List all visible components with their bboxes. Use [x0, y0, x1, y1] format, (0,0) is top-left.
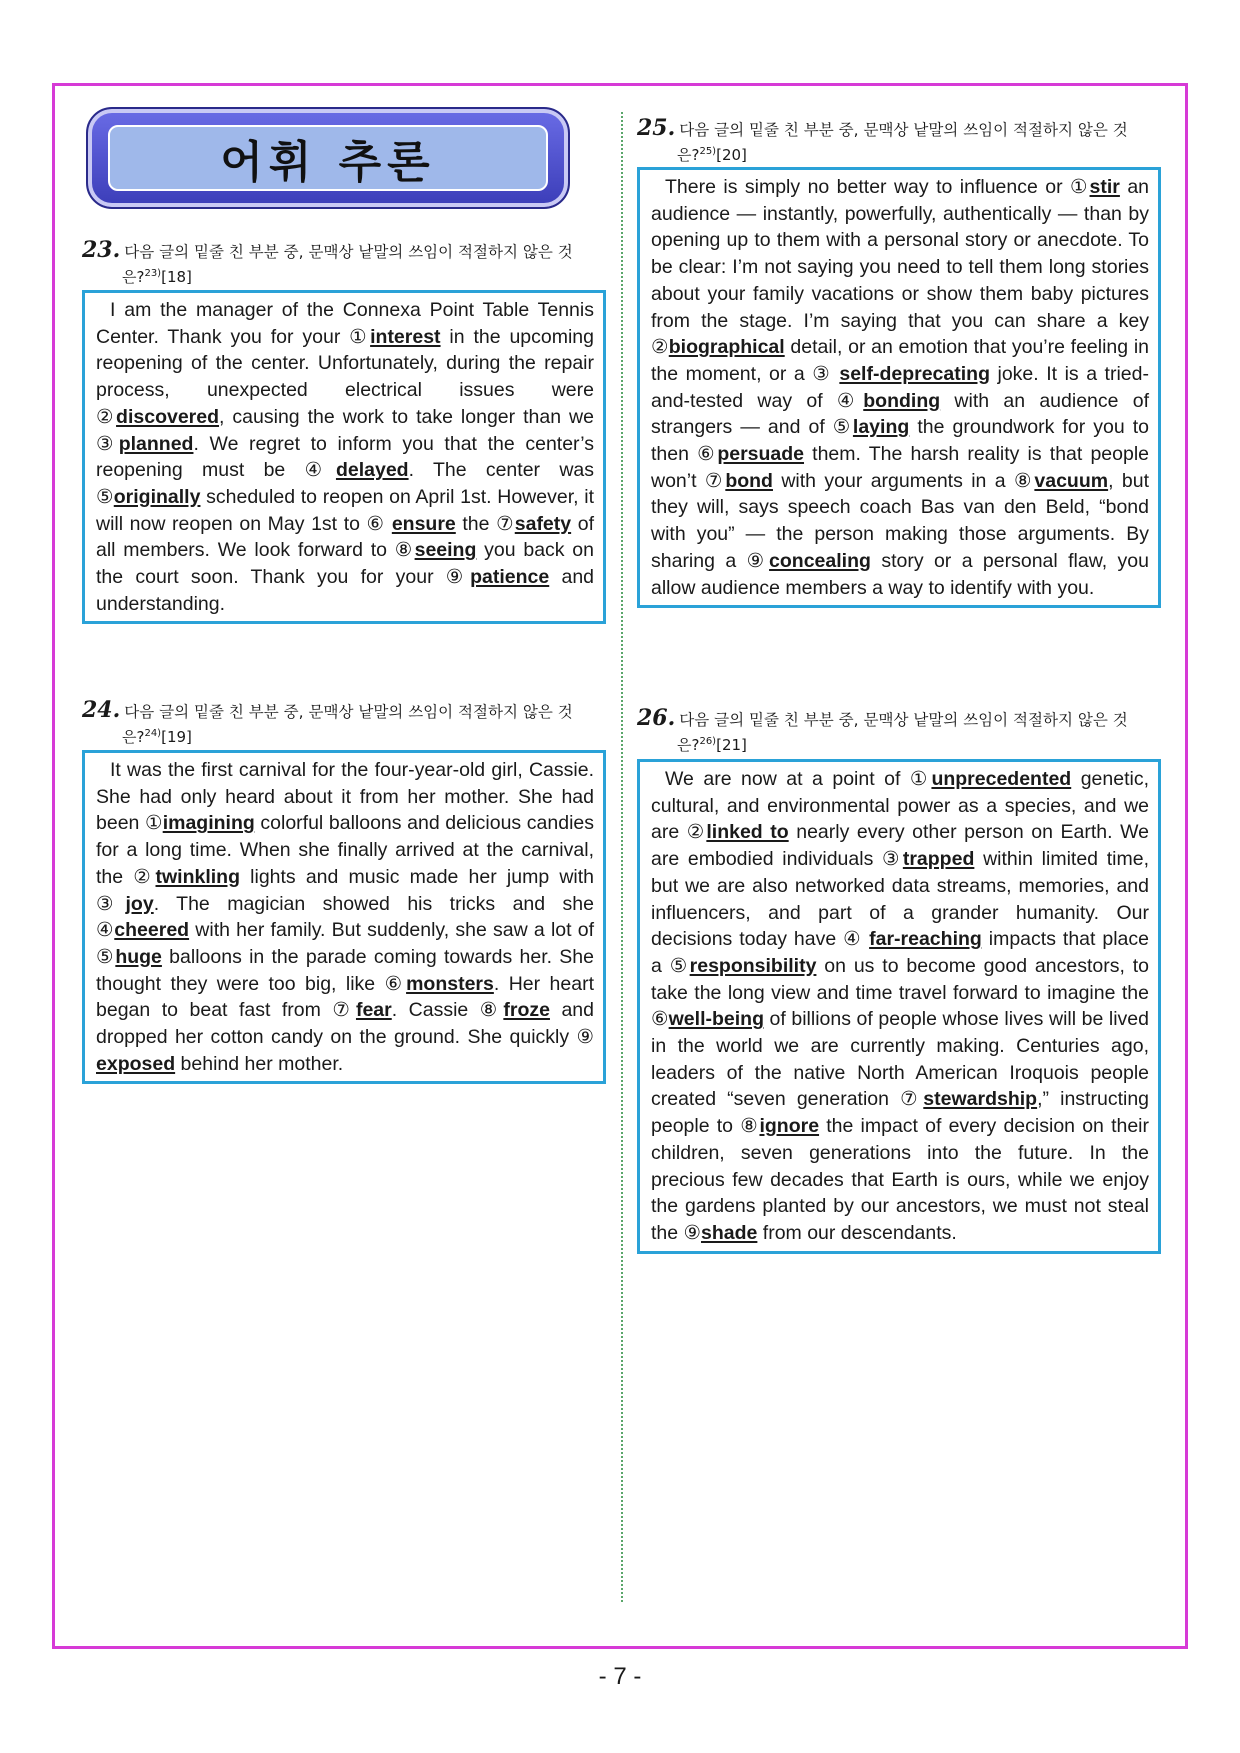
underlined-word: exposed	[96, 1052, 176, 1075]
underlined-word: bond	[725, 469, 773, 492]
source-ref: [19]	[161, 728, 192, 746]
underlined-word: concealing	[769, 549, 871, 572]
underlined-word: seeing	[414, 539, 477, 562]
underlined-word: well-being	[668, 1008, 764, 1031]
passage-text: the ⑦	[455, 512, 515, 535]
question-number: 23.	[82, 237, 121, 263]
passage-text: . The center was ⑤	[96, 459, 595, 508]
underlined-word: bonding	[863, 389, 941, 412]
footnote-ref: 23)	[144, 268, 162, 279]
question-number: 24.	[82, 697, 121, 723]
prompt-end: 은?	[677, 736, 700, 754]
passage-text: the impact of every decision on their children, seven generations into the future. In the precious few decades that Earth is ours, while we enjoy the gardens planted by our ancestors, we must not steal the ⑨	[651, 1115, 1149, 1244]
underlined-word: planned	[118, 432, 194, 455]
underlined-word: persuade	[717, 443, 805, 466]
passage-text: . We regret to inform you that the center’s reopening must be ④	[96, 432, 594, 482]
passage-text: We are now at a point of ①	[665, 768, 932, 790]
passage-text: behind her mother.	[175, 1052, 344, 1075]
prompt-end: 은?	[677, 146, 700, 164]
passage-text: colorful balloons and delicious candies for a long time. When she finally arrived at the carnival, the ②	[96, 812, 594, 888]
underlined-word: patience	[470, 566, 550, 589]
passage-text: scheduled to reopen on April 1st. However, it will now reopen on May 1st to ⑥	[96, 485, 594, 535]
footnote-ref: 25)	[699, 146, 717, 157]
page-title: 어휘 추론	[220, 137, 436, 188]
passage-text: with an audience of strangers — and of ⑤	[651, 389, 1150, 439]
passage-text: detail, or an emotion that you’re feeling in the moment, or a ③	[651, 336, 1149, 385]
passage-text: from our descendants.	[757, 1221, 957, 1244]
underlined-word: responsibility	[689, 954, 817, 977]
question-prompt: 다음 글의 밑줄 친 부분 중, 문맥상 낱말의 쓰임이 적절하지 않은 것	[124, 243, 573, 261]
passage-text: of all members. We look forward to ⑧	[96, 512, 594, 562]
underlined-word: delayed	[335, 459, 409, 482]
passage-text: . The magician showed his tricks and she ④	[96, 892, 594, 942]
page-number: - 7 -	[598, 1663, 642, 1690]
passage-text: story or a personal flaw, you allow audience members a way to identify with you.	[651, 549, 1149, 599]
passage-text: with her family. But suddenly, she saw a lot of ⑤	[96, 919, 595, 968]
passage-text: . Her heart began to beat fast from ⑦	[96, 972, 595, 1022]
passage-box-25	[637, 167, 1161, 608]
passage-text: within limited time, but we are also networked data streams, memories, and influencers, and part of a grander humanity. Our decisions today have ④	[651, 848, 1149, 951]
question-prompt-cont	[82, 263, 606, 288]
underlined-word: imagining	[162, 812, 255, 835]
column-divider	[621, 112, 623, 1602]
underlined-word: ensure	[391, 512, 456, 535]
underlined-word: far-reaching	[869, 928, 982, 951]
passage-text: genetic, cultural, and environmental power as a species, and we are ②	[651, 768, 1149, 844]
passage-text: balloons in the parade coming towards her. She thought they were too big, like ⑥	[96, 945, 594, 995]
passage-box-23	[82, 290, 606, 624]
underlined-word: laying	[852, 416, 910, 439]
question-prompt-cont	[82, 723, 606, 748]
underlined-word: cheered	[114, 919, 190, 942]
underlined-word: stir	[1089, 176, 1120, 198]
passage-text: There is simply no better way to influence or ①	[665, 176, 1090, 198]
underlined-word: huge	[115, 945, 162, 968]
underlined-word: discovered	[116, 405, 220, 428]
question-header-24	[82, 697, 606, 748]
passage-text: and dropped her cotton candy on the ground. She quickly ⑨	[96, 999, 594, 1049]
footnote-ref: 24)	[144, 728, 162, 739]
passage-text: and understanding.	[96, 566, 595, 615]
question-header-23	[82, 237, 606, 288]
source-ref: [18]	[161, 268, 192, 286]
title-banner	[86, 107, 570, 209]
passage-text: on us to become good ancestors, to take the long view and time travel forward to imagine the ⑥	[651, 954, 1149, 1031]
source-ref: [20]	[716, 146, 747, 164]
passage-text: in the upcoming reopening of the center. Unfortunately, during the repair process, unexpected electrical issues were ②	[96, 325, 594, 428]
question-prompt: 다음 글의 밑줄 친 부분 중, 문맥상 낱말의 쓰임이 적절하지 않은 것	[679, 121, 1128, 139]
prompt-end: 은?	[122, 728, 145, 746]
prompt-end: 은?	[122, 268, 145, 286]
underlined-word: originally	[113, 485, 201, 508]
question-prompt: 다음 글의 밑줄 친 부분 중, 문맥상 낱말의 쓰임이 적절하지 않은 것	[679, 711, 1128, 729]
underlined-word: shade	[701, 1221, 758, 1244]
underlined-word: ignore	[759, 1115, 820, 1138]
question-header-25	[637, 115, 1161, 166]
underlined-word: twinkling	[155, 865, 240, 888]
question-prompt-cont	[637, 731, 1161, 756]
passage-text: with your arguments in a ⑧	[772, 469, 1035, 492]
passage-text: you back on the court soon. Thank you for your ⑨	[96, 539, 594, 589]
passage-text: impacts that place a ⑤	[651, 928, 1149, 977]
question-number: 25.	[637, 115, 676, 141]
underlined-word: froze	[503, 999, 550, 1022]
passage-text: ,” instructing people to ⑧	[651, 1088, 1150, 1138]
underlined-word: fear	[355, 999, 392, 1022]
underlined-word: linked to	[706, 821, 789, 844]
passage-text: , but they will, says speech coach Bas van den Beld, “bond with you” — the person making those arguments. By sharing a ⑨	[651, 469, 1149, 572]
source-ref: [21]	[716, 736, 747, 754]
underlined-word: joy	[125, 892, 154, 915]
underlined-word: unprecedented	[931, 768, 1072, 790]
passage-text: , causing the work to take longer than we ③	[96, 405, 594, 455]
underlined-word: biographical	[668, 336, 785, 359]
underlined-word: vacuum	[1034, 469, 1109, 492]
question-prompt-cont	[637, 141, 1161, 166]
passage-box-26	[637, 759, 1161, 1254]
underlined-word: interest	[370, 325, 441, 348]
passage-text: nearly every other person on Earth. We are embodied individuals ③	[651, 821, 1150, 871]
passage-text: joke. It is a tried-and-tested way of ④	[651, 362, 1149, 412]
passage-box-24	[82, 750, 606, 1084]
underlined-word: trapped	[902, 848, 975, 871]
passage-text: the groundwork for you to then ⑥	[651, 416, 1149, 466]
underlined-word: self-deprecating	[839, 362, 990, 385]
passage-text: It was the first carnival for the four-year-old girl, Cassie. She had only heard about it from her mother. She had been ①	[96, 759, 594, 835]
footnote-ref: 26)	[699, 736, 717, 747]
passage-text: an audience — instantly, powerfully, authentically — than by opening up to them with a personal story or anecdote. To be clear: I’m not saying you need to tell them long stories about your family vacations or show them baby pictures from the stage. I’m saying that you can share a key ②	[651, 176, 1150, 359]
passage-text: lights and music made her jump with ③	[96, 865, 594, 915]
passage-text: . Cassie ⑧	[391, 999, 504, 1022]
underlined-word: monsters	[406, 972, 494, 995]
passage-text: them. The harsh reality is that people won’t ⑦	[651, 443, 1149, 492]
underlined-word: stewardship	[923, 1088, 1038, 1111]
title-plate	[108, 125, 548, 191]
underlined-word: safety	[514, 512, 572, 535]
passage-text: I am the manager of the Connexa Point Table Tennis Center. Thank you for your ①	[96, 299, 594, 348]
question-number: 26.	[637, 705, 676, 731]
question-header-26	[637, 705, 1161, 756]
passage-text: of billions of people whose lives will be lived in the world we are currently making. Centuries ago, leaders of the native North American Iroquois people created “seven generation ⑦	[651, 1008, 1149, 1111]
question-prompt: 다음 글의 밑줄 친 부분 중, 문맥상 낱말의 쓰임이 적절하지 않은 것	[124, 703, 573, 721]
